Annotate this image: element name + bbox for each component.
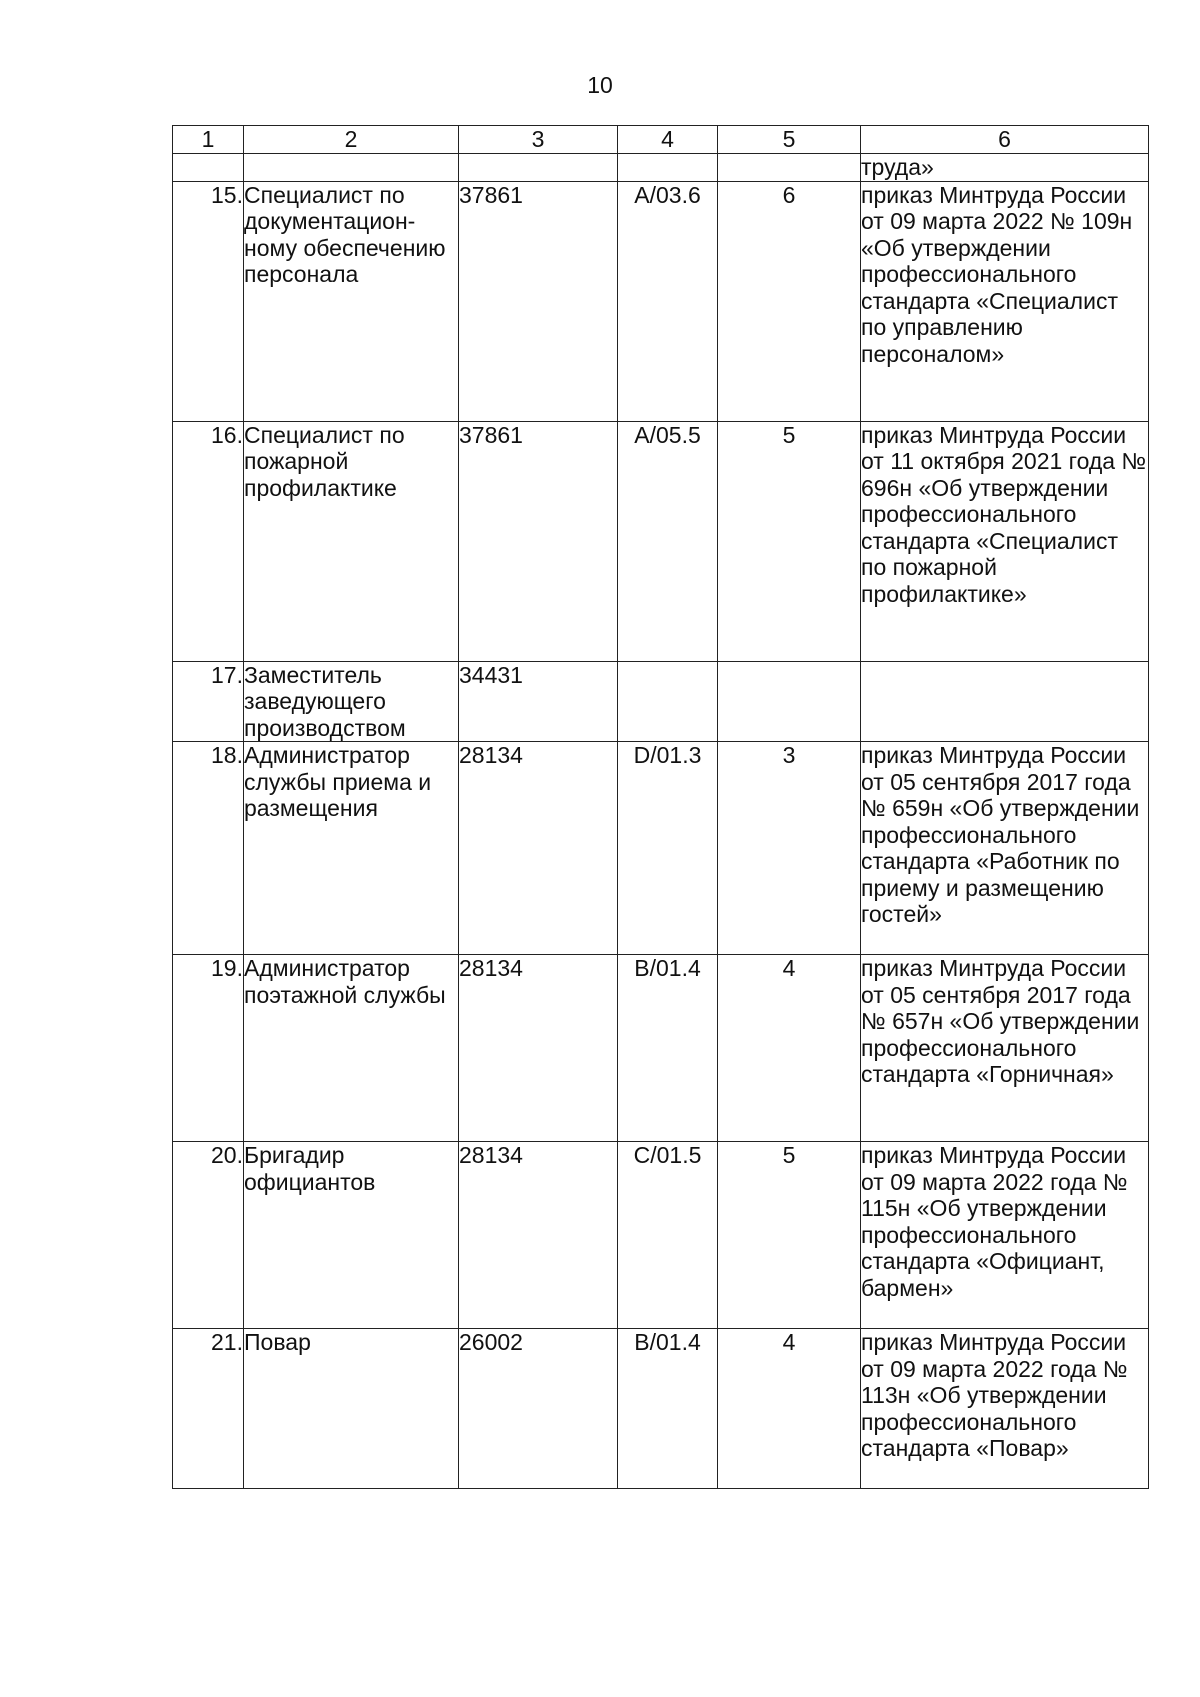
- table-row: [173, 421, 1149, 661]
- table-cell: [459, 154, 618, 182]
- profession-code: 28134: [459, 955, 618, 1142]
- continuation-row: [173, 154, 1149, 182]
- row-number: 17.: [173, 661, 244, 742]
- column-header: 6: [861, 126, 1149, 154]
- table-row: [173, 742, 1149, 955]
- profession-code: 28134: [459, 1142, 618, 1329]
- legal-basis: приказ Минтруда России от 05 сентября 2017 года № 657н «Об утверждении профессионального стандарта «Горничная»: [861, 955, 1149, 1142]
- profession-code: 34431: [459, 661, 618, 742]
- table-cell: [718, 154, 861, 182]
- profession-code: 26002: [459, 1329, 618, 1489]
- profession-name: Заместитель заведующего производством: [244, 661, 459, 742]
- labor-function: B/01.4: [618, 955, 718, 1142]
- table-cell: [173, 154, 244, 182]
- table-row: [173, 661, 1149, 742]
- column-header: 3: [459, 126, 618, 154]
- column-header: 5: [718, 126, 861, 154]
- profession-code: 37861: [459, 181, 618, 421]
- column-header: 1: [173, 126, 244, 154]
- qualification-level: 4: [718, 955, 861, 1142]
- table-header-row: [173, 126, 1149, 154]
- qualification-level: [718, 661, 861, 742]
- table-row: [173, 1329, 1149, 1489]
- labor-function: [618, 661, 718, 742]
- labor-function: A/03.6: [618, 181, 718, 421]
- professions-table: [172, 125, 1149, 1489]
- profession-code: 37861: [459, 421, 618, 661]
- table-row: [173, 1142, 1149, 1329]
- table-cell: труда»: [861, 154, 1149, 182]
- labor-function: D/01.3: [618, 742, 718, 955]
- row-number: 15.: [173, 181, 244, 421]
- qualification-level: 5: [718, 1142, 861, 1329]
- row-number: 19.: [173, 955, 244, 1142]
- profession-name: Администратор поэтажной службы: [244, 955, 459, 1142]
- qualification-level: 3: [718, 742, 861, 955]
- column-header: 2: [244, 126, 459, 154]
- page-number: 10: [587, 72, 613, 98]
- row-number: 20.: [173, 1142, 244, 1329]
- legal-basis: приказ Минтруда России от 09 марта 2022 № 109н «Об утверждении профессионального стандарта «Специалист по управлению персоналом»: [861, 181, 1149, 421]
- qualification-level: 4: [718, 1329, 861, 1489]
- profession-name: Бригадир официантов: [244, 1142, 459, 1329]
- row-number: 16.: [173, 421, 244, 661]
- labor-function: A/05.5: [618, 421, 718, 661]
- table-cell: [244, 154, 459, 182]
- qualification-level: 6: [718, 181, 861, 421]
- legal-basis: приказ Минтруда России от 09 марта 2022 года № 113н «Об утверждении профессионального стандарта «Повар»: [861, 1329, 1149, 1489]
- legal-basis: приказ Минтруда России от 05 сентября 2017 года № 659н «Об утверждении профессионального стандарта «Работник по приему и размещению гостей»: [861, 742, 1149, 955]
- legal-basis: приказ Минтруда России от 09 марта 2022 года № 115н «Об утверждении профессионального стандарта «Официант, бармен»: [861, 1142, 1149, 1329]
- row-number: 21.: [173, 1329, 244, 1489]
- column-header: 4: [618, 126, 718, 154]
- profession-name: Специалист по документацион- ному обеспечению персонала: [244, 181, 459, 421]
- profession-name: Администратор службы приема и размещения: [244, 742, 459, 955]
- legal-basis: [861, 661, 1149, 742]
- labor-function: C/01.5: [618, 1142, 718, 1329]
- legal-basis: приказ Минтруда России от 11 октября 2021 года № 696н «Об утверждении профессионального стандарта «Специалист по пожарной профилактике»: [861, 421, 1149, 661]
- row-number: 18.: [173, 742, 244, 955]
- profession-name: Специалист по пожарной профилактике: [244, 421, 459, 661]
- profession-code: 28134: [459, 742, 618, 955]
- profession-name: Повар: [244, 1329, 459, 1489]
- table-row: [173, 181, 1149, 421]
- qualification-level: 5: [718, 421, 861, 661]
- labor-function: B/01.4: [618, 1329, 718, 1489]
- table-cell: [618, 154, 718, 182]
- table-row: [173, 955, 1149, 1142]
